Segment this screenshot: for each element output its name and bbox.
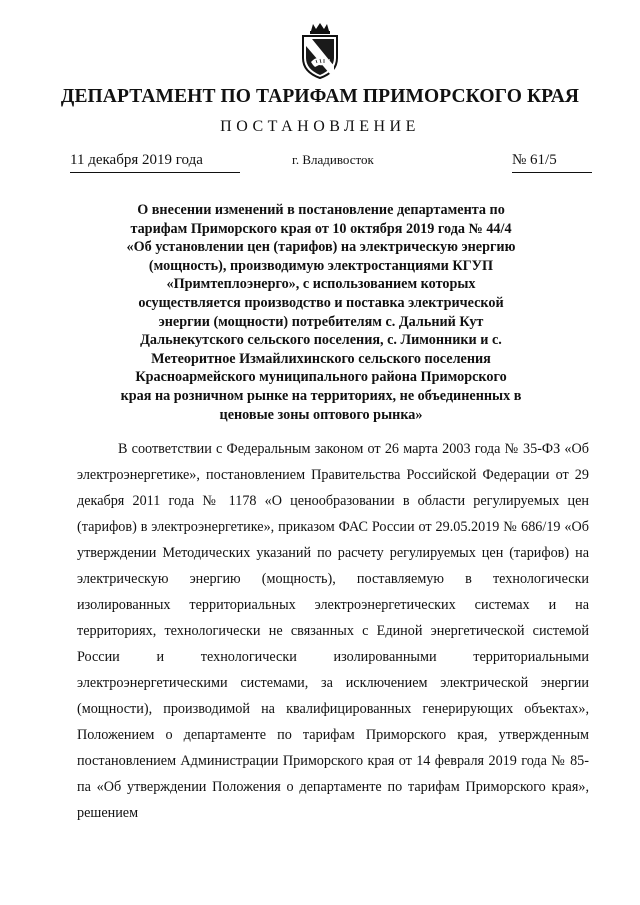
coat-of-arms-icon: [297, 22, 343, 80]
body-paragraph: В соответствии с Федеральным законом от 26 марта 2003 года № 35-ФЗ «Об электроэнергетике», постановлением Правительства Российской Федерации от 29 декабря 2011 года № 1178 «О ценообразовании в области регулируемых цен (тарифов) в электроэнергетике», приказом ФАС России от 29.05.2019 № 686/19 «Об утверждении Методических указаний по расчету регулируемых цен (тарифов) на электрическую энергию (мощность), поставляемую в технологически изолированных территориальных электроэнергетических системах и на территориях, технологически не связанных с Единой энергетической системой России и технологически изолированными территориальными электроэнергетическими системами, за исключением электрической энергии (мощности), производимой на квалифицированных генерирующих объектах», Положением о департаменте по тарифам Приморского края, утвержденным постановлением Администрации Приморского края от 14 февраля 2019 года № 85-па «Об утверждении Положения о департаменте по тарифам Приморского края», решением: [77, 441, 589, 821]
document-number: № 61/5: [512, 152, 592, 173]
document-subject: О внесении изменений в постановление департамента по тарифам Приморского края от 10 октября 2019 года № 44/4 «Об установлении цен (тарифов) на электрическую энергию (мощность), производимую электростанциями КГУП «Примтеплоэнерго», с использованием которых осуществляется производство и поставка электрической энергии (мощности) потребителям с. Дальний Кут Дальнекутского сельского поселения, с. Лимонники и с. Метеоритное Измайлихинского сельского поселения Красноармейского муниципального района Приморского края на розничном рынке на территориях, не объединенных в ценовые зоны оптового рынка»: [120, 202, 522, 423]
department-title: ДЕПАРТАМЕНТ ПО ТАРИФАМ ПРИМОРСКОГО КРАЯ: [60, 86, 580, 107]
document-type: ПОСТАНОВЛЕНИЕ: [220, 118, 420, 135]
document-city: г. Владивосток: [292, 152, 374, 167]
document-date: 11 декабря 2019 года: [70, 152, 240, 173]
